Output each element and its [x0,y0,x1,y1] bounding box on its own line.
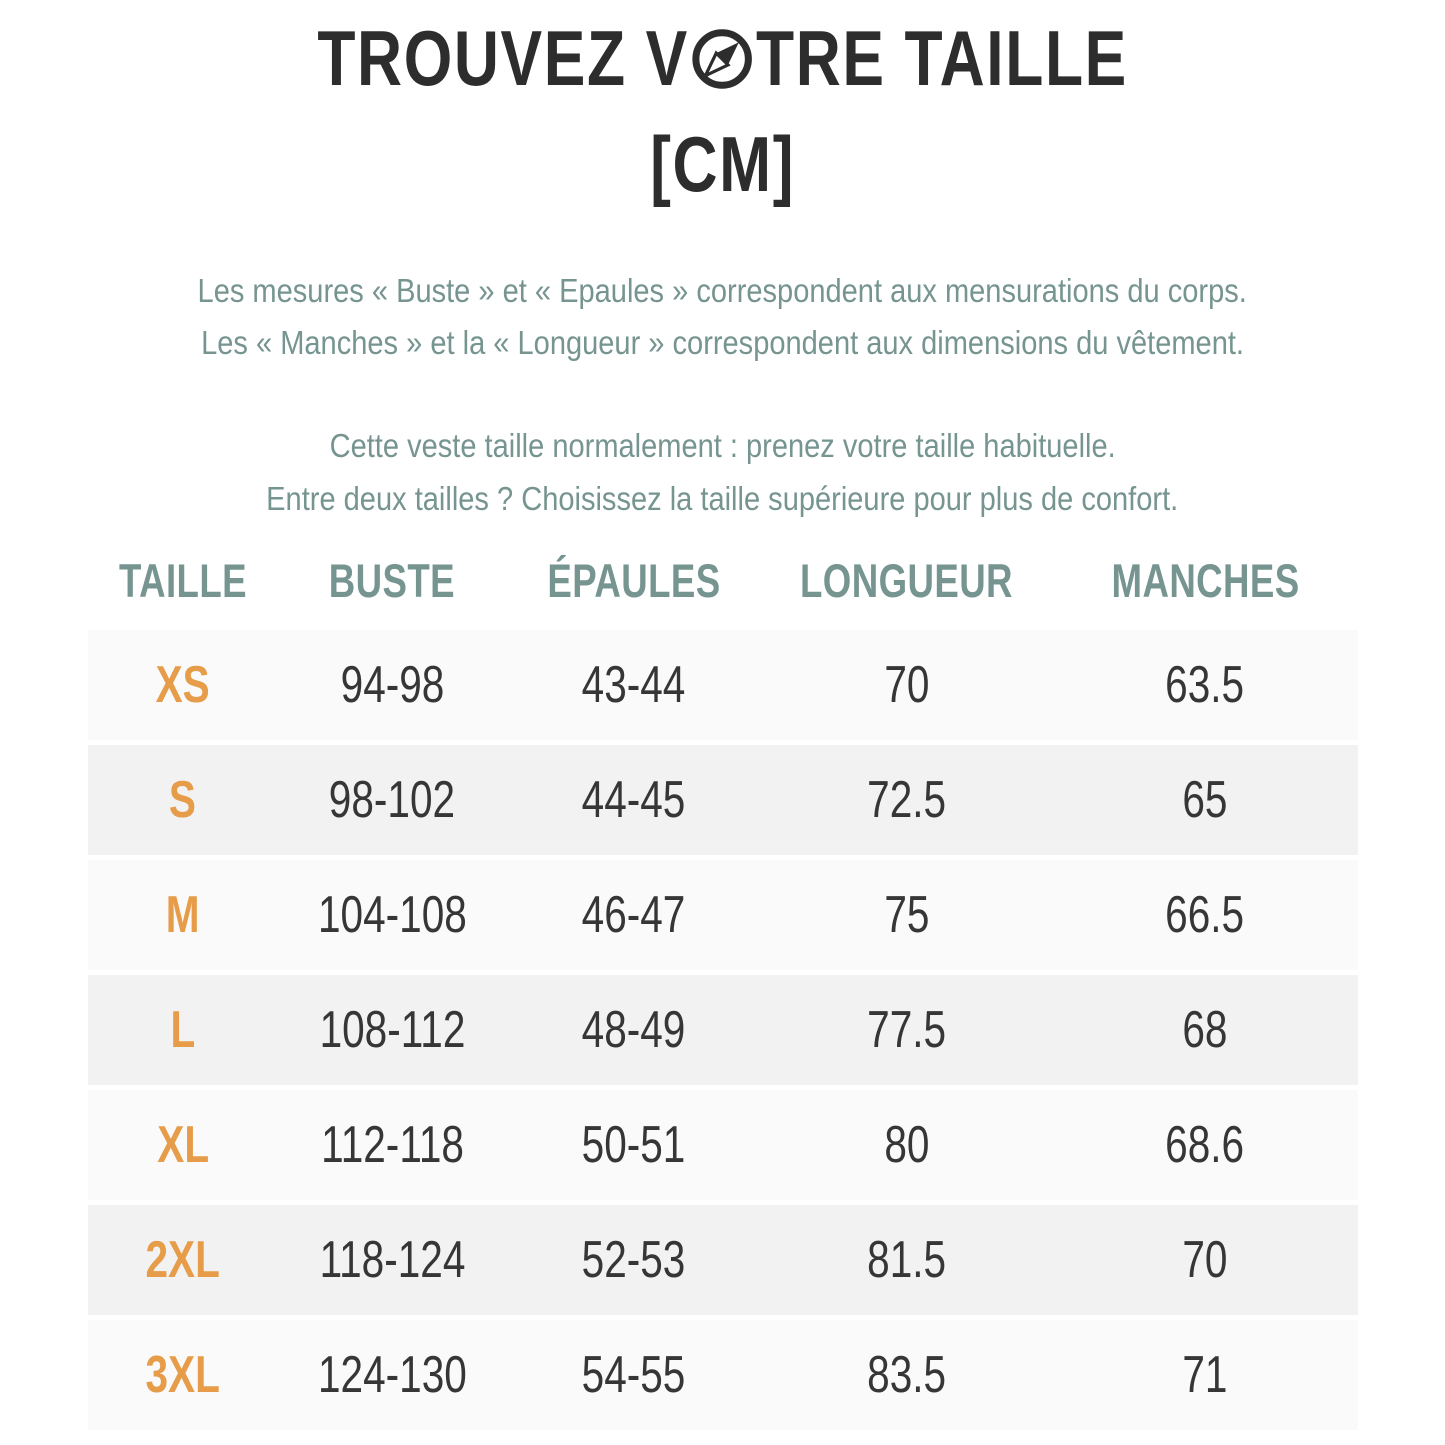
header-manches: MANCHES [1111,554,1300,608]
manches-value: 68 [1182,1000,1228,1059]
buste-value: 104-108 [317,885,467,944]
table-row-s [88,745,1358,855]
longueur-value: 83.5 [867,1345,947,1404]
table-row-m [88,860,1358,970]
manches-value: 63.5 [1165,655,1245,714]
buste-value: 108-112 [319,1000,466,1059]
header-buste: BUSTE [329,554,456,608]
size-label: 3XL [145,1345,220,1404]
manches-value: 70 [1182,1230,1228,1289]
longueur-value: 80 [884,1115,930,1174]
title-line-1 [0,14,1445,102]
epaules-value: 52-53 [581,1230,686,1289]
manches-value: 66.5 [1165,885,1245,944]
table-row-xs [88,630,1358,740]
epaules-value: 43-44 [581,655,686,714]
intro-line-2: Les « Manches » et la « Longueur » correspondent aux dimensions du vêtement. [201,324,1244,362]
epaules-value: 46-47 [581,885,686,944]
fit-line-1: Cette veste taille normalement : prenez votre taille habituelle. [329,427,1116,465]
fit-line-2: Entre deux tailles ? Choisissez la taille supérieure pour plus de confort. [266,480,1179,518]
longueur-value: 70 [884,655,930,714]
epaules-value: 50-51 [581,1115,686,1174]
page-title [0,14,1445,209]
table-row-xl [88,1090,1358,1200]
size-label: XS [155,655,210,714]
table-row-l [88,975,1358,1085]
epaules-value: 48-49 [581,1000,686,1059]
title-unit-line: [CM] [649,120,795,209]
epaules-value: 54-55 [581,1345,686,1404]
longueur-value: 77.5 [867,1000,947,1059]
size-chart-table [88,552,1358,1430]
size-label: XL [156,1115,209,1174]
size-label: S [169,770,197,829]
measure-explanation [0,265,1445,371]
size-label: L [170,1000,196,1059]
title-part2: TRE TAILLE [755,14,1128,102]
size-label: M [165,885,200,944]
manches-value: 65 [1182,770,1228,829]
manches-value: 68.6 [1165,1115,1245,1174]
header-taille: TAILLE [118,554,247,608]
longueur-value: 75 [884,885,930,944]
table-row-2xl [88,1205,1358,1315]
compass-icon [690,27,754,91]
size-label: 2XL [145,1230,220,1289]
manches-value: 71 [1182,1345,1228,1404]
epaules-value: 44-45 [581,770,686,829]
buste-value: 98-102 [329,770,456,829]
fit-advice [0,420,1445,526]
table-header-row [88,552,1358,610]
header-epaules: ÉPAULES [547,554,721,608]
table-body [88,630,1358,1430]
buste-value: 112-118 [320,1115,464,1174]
table-row-3xl [88,1320,1358,1430]
title-part1: TROUVEZ V [317,14,689,102]
buste-value: 94-98 [340,655,445,714]
intro-line-1: Les mesures « Buste » et « Epaules » correspondent aux mensurations du corps. [197,271,1248,309]
longueur-value: 72.5 [867,770,947,829]
buste-value: 124-130 [317,1345,467,1404]
buste-value: 118-124 [319,1230,466,1289]
longueur-value: 81.5 [867,1230,947,1289]
header-longueur: LONGUEUR [800,554,1014,608]
